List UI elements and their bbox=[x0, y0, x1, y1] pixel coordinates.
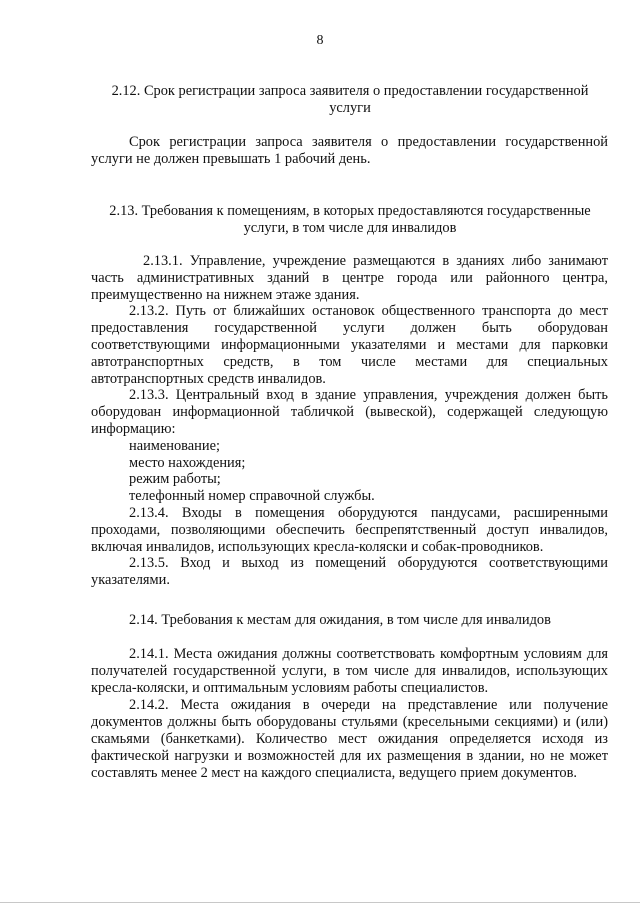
info-list-item: место нахождения; bbox=[129, 454, 246, 471]
paragraph-2-13-1: 2.13.1. Управление, учреждение размещаются в зданиях либо занимают часть административных зданий в центре города или районного центра, преимущественно на нижнем этаже здания. bbox=[91, 253, 608, 303]
paragraph-2-14-2: 2.14.2. Места ожидания в очереди на представление или получение документов должны быть оборудованы стульями (кресельными секциями) и (или) скамьями (банкетками). Количество мест ожидания определяется исходя из фактической нагрузки и возможностей для их размещения в здании, но не может составлять менее 2 мест на каждого специалиста, ведущего прием документов. bbox=[91, 697, 608, 781]
section-2-12-body bbox=[91, 134, 608, 167]
page-number: 8 bbox=[316, 33, 324, 48]
section-2-13-heading: 2.13. Требования к помещениям, в которых предоставляются государственные услуги, в том числе для инвалидов bbox=[109, 203, 591, 236]
paragraph-2-14-1: 2.14.1. Места ожидания должны соответствовать комфортным условиям для получателей государственной услуги, в том числе для инвалидов, использующих кресла-коляски, и оптимальным условиям работы специалистов. bbox=[91, 646, 608, 696]
info-list-item: режим работы; bbox=[129, 471, 221, 488]
paragraph-2-13-5: 2.13.5. Вход и выход из помещений оборудуются соответствующими указателями. bbox=[91, 555, 608, 589]
scan-bottom-edge bbox=[0, 902, 640, 903]
section-2-14-heading: 2.14. Требования к местам для ожидания, в том числе для инвалидов bbox=[129, 612, 551, 628]
paragraph-2-13-2: 2.13.2. Путь от ближайших остановок общественного транспорта до мест предоставления государственной услуги должен быть оборудован соответствующими информационными указателями и местами для парковки автотранспортных средств, в том числе местами для специальных автотранспортных средств инвалидов. bbox=[91, 303, 608, 387]
section-2-12-heading: 2.12. Срок регистрации запроса заявителя о предоставлении государственной услуги bbox=[111, 83, 589, 116]
section-2-14-body bbox=[91, 646, 608, 782]
paragraph-2-13-3: 2.13.3. Центральный вход в здание управления, учреждения должен быть оборудован информационной табличкой (вывеской), содержащей следующую информацию: bbox=[91, 387, 608, 437]
paragraph-2-13-4: 2.13.4. Входы в помещения оборудуются пандусами, расширенными проходами, позволяющими обеспечить беспрепятственный доступ инвалидов, включая инвалидов, использующих кресла-коляски и собак-проводников. bbox=[91, 504, 608, 555]
info-list-item: наименование; bbox=[129, 437, 220, 454]
paragraph-2-12: Срок регистрации запроса заявителя о предоставлении государственной услуги не должен превышать 1 рабочий день. bbox=[91, 134, 608, 167]
section-2-13-body bbox=[91, 253, 608, 589]
info-list-item: телефонный номер справочной службы. bbox=[129, 488, 375, 505]
